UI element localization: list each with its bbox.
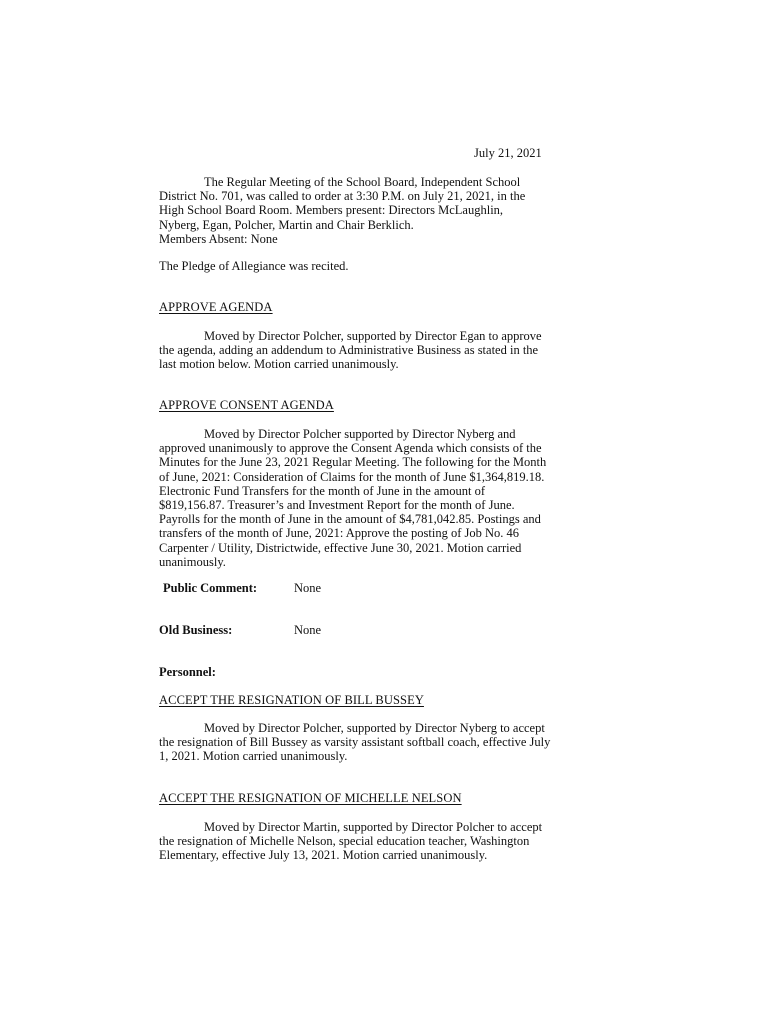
motion-line: Payrolls for the month of June in the amount of $4,781,042.85. Postings and xyxy=(159,512,541,527)
motion-line: the resignation of Michelle Nelson, special education teacher, Washington xyxy=(159,834,530,849)
approve-agenda-motion xyxy=(159,329,635,372)
members-absent: Members Absent: None xyxy=(159,231,278,246)
public-comment-value: None xyxy=(294,581,322,595)
motion-line: 1, 2021. Motion carried unanimously. xyxy=(159,749,348,764)
old-business-row xyxy=(159,623,321,637)
approve-agenda-heading: APPROVE AGENDA xyxy=(159,300,273,314)
motion-line: unanimously. xyxy=(159,554,226,569)
personnel-section xyxy=(159,665,635,679)
motion-line: Moved by Director Polcher supported by Director Nyberg and xyxy=(204,427,516,441)
motion-line: Moved by Director Martin, supported by Director Polcher to accept xyxy=(204,820,543,834)
motion-line: Carpenter / Utility, Districtwide, effective June 30, 2021. Motion carried xyxy=(159,540,522,555)
resignation-nelson-motion xyxy=(159,820,635,863)
old-business-value: None xyxy=(294,623,322,637)
meeting-date: July 21, 2021 xyxy=(474,146,542,160)
motion-line: approved unanimously to approve the Consent Agenda which consists of the xyxy=(159,441,542,456)
public-comment-row xyxy=(163,581,321,595)
opening-paragraph xyxy=(159,175,635,246)
opening-line: High School Board Room. Members present: Directors McLaughlin, xyxy=(159,203,504,218)
motion-line: transfers of the month of June, 2021: Approve the posting of Job No. 46 xyxy=(159,526,520,541)
pledge-text: The Pledge of Allegiance was recited. xyxy=(159,259,349,273)
motion-line: the resignation of Bill Bussey as varsity assistant softball coach, effective July xyxy=(159,735,551,750)
resignation-bussey-heading: ACCEPT THE RESIGNATION OF BILL BUSSEY xyxy=(159,693,424,707)
pledge-statement xyxy=(159,259,635,273)
motion-line: last motion below. Motion carried unanimously. xyxy=(159,357,399,372)
opening-line: The Regular Meeting of the School Board, Independent School xyxy=(204,175,521,189)
motion-line: of June, 2021: Consideration of Claims for the month of June $1,364,819.18. xyxy=(159,469,545,484)
consent-agenda-heading: APPROVE CONSENT AGENDA xyxy=(159,398,334,412)
resignation-bussey-section xyxy=(159,693,635,707)
motion-line: Moved by Director Polcher, supported by Director Nyberg to accept xyxy=(204,721,545,735)
resignation-nelson-section xyxy=(159,791,635,805)
approve-agenda-section xyxy=(159,300,635,314)
consent-agenda-motion xyxy=(159,427,635,569)
motion-line: the agenda, adding an addendum to Administrative Business as stated in the xyxy=(159,343,539,358)
motion-line: Elementary, effective July 13, 2021. Motion carried unanimously. xyxy=(159,848,488,863)
public-comment-label: Public Comment: xyxy=(163,581,258,595)
motion-line: Minutes for the June 23, 2021 Regular Meeting. The following for the Month xyxy=(159,455,547,470)
motion-line: $819,156.87. Treasurer’s and Investment Report for the month of June. xyxy=(159,498,515,513)
opening-line: Nyberg, Egan, Polcher, Martin and Chair Berklich. xyxy=(159,217,414,232)
motion-line: Moved by Director Polcher, supported by Director Egan to approve xyxy=(204,329,542,343)
resignation-nelson-heading: ACCEPT THE RESIGNATION OF MICHELLE NELSON xyxy=(159,791,462,805)
old-business-label: Old Business: xyxy=(159,623,233,637)
personnel-label: Personnel: xyxy=(159,665,216,679)
resignation-bussey-motion xyxy=(159,721,635,764)
consent-agenda-section xyxy=(159,398,635,412)
motion-line: Electronic Fund Transfers for the month of June in the amount of xyxy=(159,483,485,498)
opening-line: District No. 701, was called to order at 3:30 P.M. on July 21, 2021, in the xyxy=(159,189,526,204)
